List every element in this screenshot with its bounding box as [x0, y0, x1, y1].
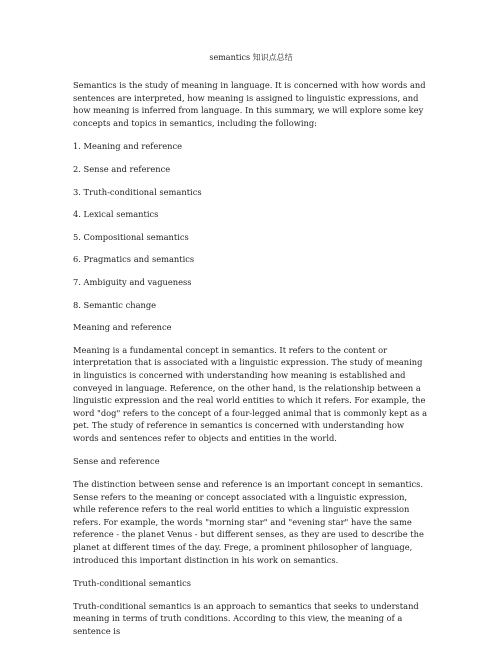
section-heading: Meaning and reference [73, 322, 172, 333]
topic-item: 6. Pragmatics and semantics [73, 254, 195, 265]
document-title: semantics 知识点总结 [209, 53, 293, 62]
topic-item: 3. Truth-conditional semantics [73, 186, 202, 197]
topic-item: 7. Ambiguity and vagueness [73, 276, 192, 287]
intro-paragraph: Semantics is the study of meaning in language. It is concerned with how words and sentences are interpreted, how meaning is assigned to linguistic expressions, and how meaning is inferred from language. In this summary, we will explore some key concepts and topics in semantics, including the following: [73, 80, 426, 128]
section-heading: Sense and reference [73, 456, 160, 467]
section-heading: Truth-conditional semantics [73, 578, 192, 589]
topic-item: 2. Sense and reference [73, 163, 171, 174]
topic-item: 8. Semantic change [73, 299, 157, 310]
topic-item: 4. Lexical semantics [73, 209, 159, 220]
topic-item: 5. Compositional semantics [73, 231, 189, 242]
section-paragraph: The distinction between sense and reference is an important concept in semantics. Sense refers to the meaning or concept associated with a linguistic expression, while reference refers to the real world entities to which a linguistic expression refers. For example, the words "morning star" and "evening star" have the same reference - the planet Venus - but different senses, as they are used to describe the planet at different times of the day. Frege, a prominent philosopher of language, introduced this important distinction in his work on semantics. [73, 479, 424, 565]
section-paragraph: Truth-conditional semantics is an approach to semantics that seeks to understand meaning in terms of truth conditions. According to this view, the meaning of a sentence is [73, 600, 419, 636]
document-body [73, 79, 429, 649]
topic-item: 1. Meaning and reference [73, 141, 183, 152]
section-paragraph: Meaning is a fundamental concept in semantics. It refers to the content or interpretation that is associated with a linguistic expression. The study of meaning in linguistics is concerned with understanding how meaning is established and conveyed in language. Reference, on the other hand, is the relationship between a linguistic expression and the real world entities to which it refers. For example, the word "dog" refers to the concept of a four-legged animal that is commonly kept as a pet. The study of reference in semantics is concerned with understanding how words and sentences refer to objects and entities in the world. [73, 344, 428, 443]
